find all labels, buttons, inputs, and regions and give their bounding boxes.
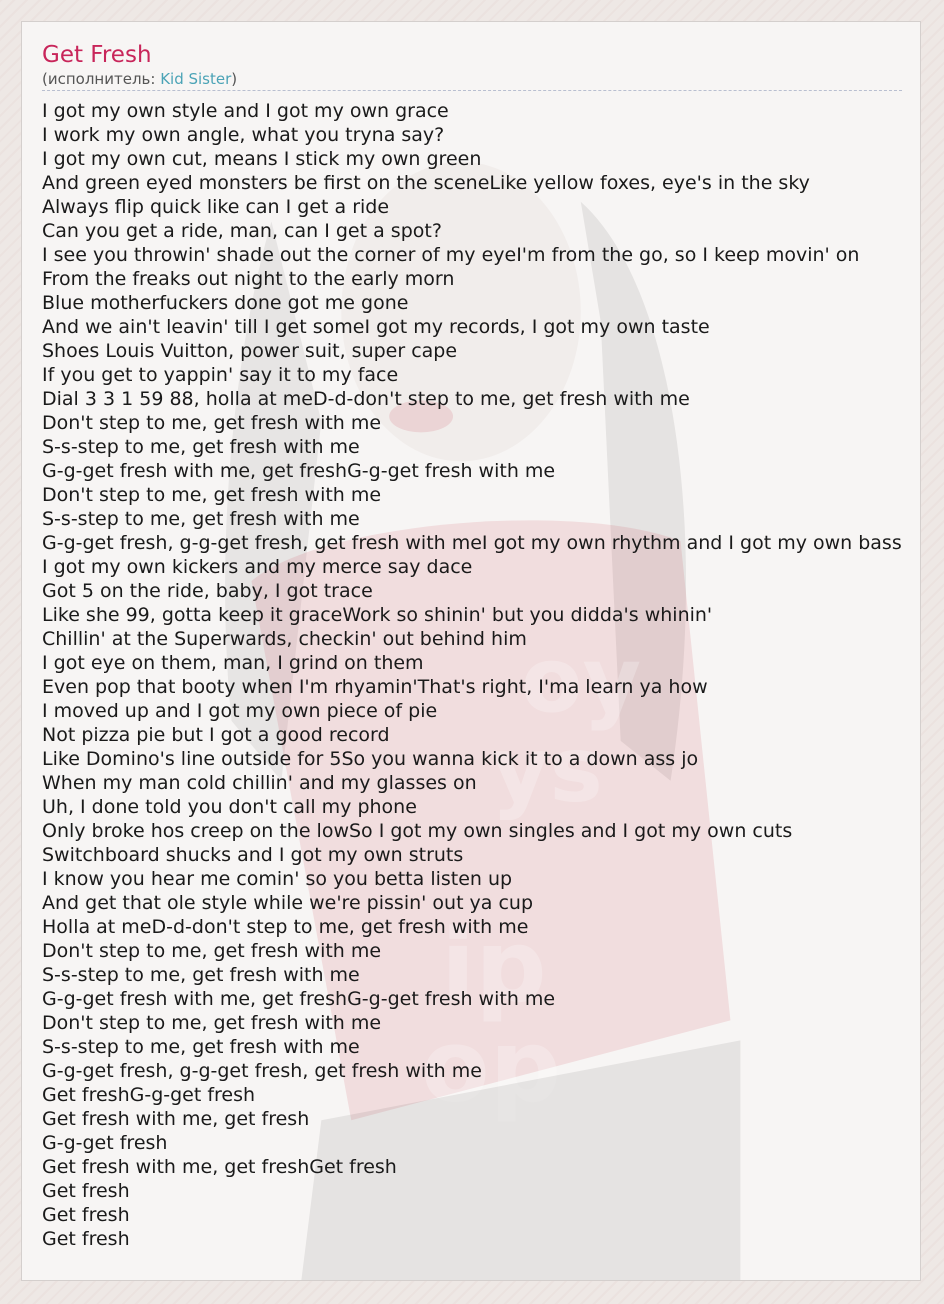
lyric-line: Switchboard shucks and I got my own struts (42, 844, 464, 866)
lyric-line: S-s-step to me, get fresh with me (42, 436, 360, 458)
lyric-line: I got my own style and I got my own grace (42, 100, 449, 122)
lyric-line: I moved up and I got my own piece of pie (42, 700, 438, 722)
artist-suffix: ) (231, 70, 238, 88)
lyric-line: G-g-get fresh, g-g-get fresh, get fresh with me (42, 1060, 482, 1082)
artist-line (42, 70, 902, 88)
lyric-line: When my man cold chillin' and my glasses on (42, 772, 477, 794)
lyric-line: Holla at meD-d-don't step to me, get fresh with me (42, 916, 529, 938)
lyric-line: Like Domino's line outside for 5So you wanna kick it to a down ass jo (42, 748, 699, 770)
lyric-line: Even pop that booty when I'm rhyamin'That's right, I'ma learn ya how (42, 676, 708, 698)
lyrics-list (42, 99, 921, 1251)
lyric-line: Don't step to me, get fresh with me (42, 1012, 382, 1034)
lyric-line: Get fresh with me, get fresh (42, 1108, 310, 1130)
artist-prefix: (исполнитель: (42, 70, 161, 88)
lyric-line: Don't step to me, get fresh with me (42, 940, 382, 962)
lyric-line: Only broke hos creep on the lowSo I got my own singles and I got my own cuts (42, 820, 793, 842)
lyric-line: G-g-get fresh with me, get freshG-g-get fresh with me (42, 988, 556, 1010)
lyric-line: S-s-step to me, get fresh with me (42, 508, 360, 530)
lyric-line: I got eye on them, man, I grind on them (42, 652, 424, 674)
artist-link[interactable]: Kid Sister (160, 70, 232, 88)
song-title: Get Fresh (42, 42, 152, 68)
lyric-line: I got my own kickers and my merce say dace (42, 556, 473, 578)
lyric-line: Got 5 on the ride, baby, I got trace (42, 580, 373, 602)
lyric-line: G-g-get fresh, g-g-get fresh, get fresh with meI got my own rhythm and I got my own bass (42, 532, 902, 554)
lyric-line: Get fresh (42, 1228, 130, 1250)
svg-text:ip: ip (441, 907, 547, 1025)
lyric-line: And green eyed monsters be first on the sceneLike yellow foxes, eye's in the sky (42, 172, 810, 194)
lyric-line: Can you get a ride, man, can I get a spot? (42, 220, 442, 242)
song-header (42, 40, 902, 91)
lyric-line: And we ain't leavin' till I get someI got my records, I got my own taste (42, 316, 710, 338)
lyric-line: Shoes Louis Vuitton, power suit, super cape (42, 340, 458, 362)
lyric-line: S-s-step to me, get fresh with me (42, 964, 360, 986)
lyric-line: Not pizza pie but I got a good record (42, 724, 390, 746)
lyric-line: S-s-step to me, get fresh with me (42, 1036, 360, 1058)
lyric-line: Like she 99, gotta keep it graceWork so shinin' but you didda's whinin' (42, 604, 713, 626)
lyric-line: Blue motherfuckers done got me gone (42, 292, 409, 314)
lyric-line: I work my own angle, what you tryna say? (42, 124, 445, 146)
lyrics-card (21, 21, 921, 1281)
lyric-line: I see you throwin' shade out the corner of my eyeI'm from the go, so I keep movin' on (42, 244, 860, 266)
lyric-line: G-g-get fresh with me, get freshG-g-get fresh with me (42, 460, 556, 482)
svg-text:op: op (421, 1007, 562, 1125)
lyric-line: Always flip quick like can I get a ride (42, 196, 390, 218)
lyric-line: And get that ole style while we're pissin' out ya cup (42, 892, 534, 914)
lyric-line: Get freshG-g-get fresh (42, 1084, 256, 1106)
lyric-line: If you get to yappin' say it to my face (42, 364, 399, 386)
lyric-line: Dial 3 3 1 59 88, holla at meD-d-don't step to me, get fresh with me (42, 388, 690, 410)
lyric-line: From the freaks out night to the early morn (42, 268, 455, 290)
lyric-line: Get fresh with me, get freshGet fresh (42, 1156, 397, 1178)
lyric-line: Chillin' at the Superwards, checkin' out behind him (42, 628, 527, 650)
lyric-line: Uh, I done told you don't call my phone (42, 796, 417, 818)
svg-text:oy: oy (520, 628, 642, 733)
svg-text:ys: ys (490, 718, 603, 823)
lyric-line: I got my own cut, means I stick my own green (42, 148, 482, 170)
lyric-line: I know you hear me comin' so you betta listen up (42, 868, 513, 890)
lyric-line: Get fresh (42, 1204, 130, 1226)
lyric-line: Don't step to me, get fresh with me (42, 412, 382, 434)
lyric-line: Don't step to me, get fresh with me (42, 484, 382, 506)
lyric-line: Get fresh (42, 1180, 130, 1202)
lyric-line: G-g-get fresh (42, 1132, 168, 1154)
